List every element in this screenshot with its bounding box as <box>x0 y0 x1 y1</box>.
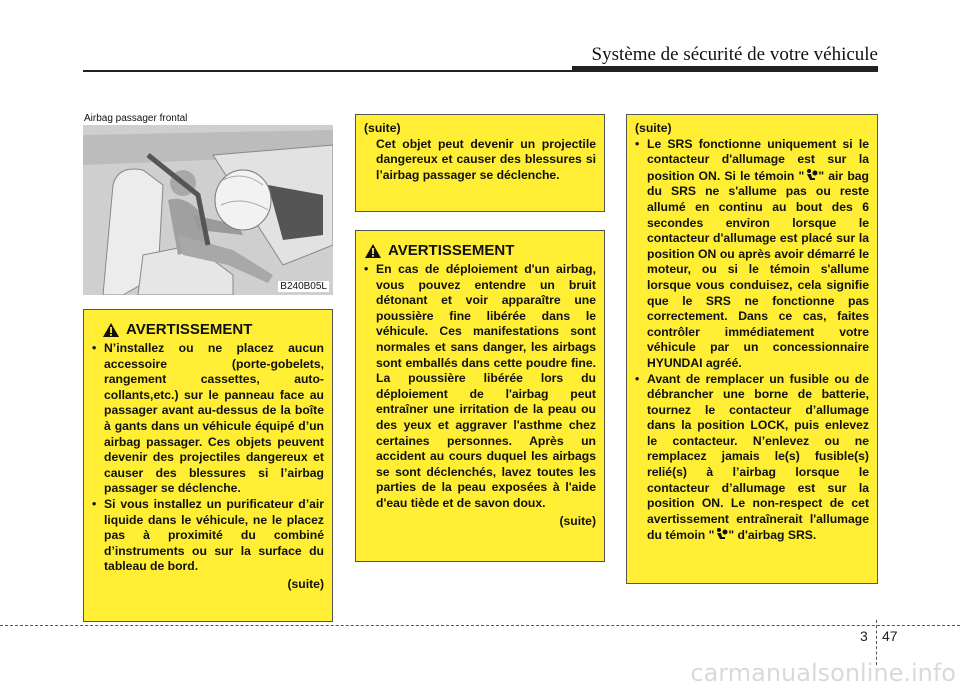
header-title: Système de sécurité de votre véhicule <box>591 44 878 65</box>
bullet1-text-a: Le SRS fonctionne uniquement si le contacteur d'allumage est sur la position ON. Si le témoin " <box>647 136 869 183</box>
figure-code: B240B05L <box>280 281 327 292</box>
continued-right-bullet-2 <box>635 372 869 545</box>
bullet2-text-b: " d'airbag SRS. <box>728 528 817 543</box>
warning-box-left <box>83 309 333 622</box>
warning-middle-suite: (suite) <box>559 513 596 528</box>
warning-left-bullet-2: • Si vous installez un purificateur d’air liquide dans le véhicule, ne le placez pas à proximité du combiné d’instruments ou sur la surface du tableau de bord. <box>92 497 324 575</box>
airbag-illustration <box>83 125 333 295</box>
warning-left-suite: (suite) <box>287 576 324 591</box>
chapter-number: 3 <box>860 628 868 644</box>
warning-heading-middle: AVERTISSEMENT <box>388 242 515 260</box>
watermark: carmanualsonline.info <box>690 659 956 687</box>
warning-middle-bullet: • En cas de déploiement d'un airbag, vous pouvez entendre un bruit détonant et voir apparaître une poussière fine libérée dans le véhicule. Ces manifestations sont normales et sans danger, les airbags sont emballés dans cette poudre fine. La poussière libérée lors du déploiement de l'airbag peut entraîner une irritation de la peau ou des yeux et aggraver l'asthme chez certaines personnes. Après un accident au cours duquel les airbags se sont déclenchés, lavez toutes les parties de la peau exposées à l'aide d'eau tiède et de savon doux. <box>364 262 596 512</box>
continued-right-bullet-1 <box>635 137 869 372</box>
warning-left-bullet-1: • N’installez ou ne placez aucun accessoire (porte-gobelets, rangement cassettes, auto-collants,etc.) sur le panneau face au passager avant au-dessus de la boîte à gants dans un véhicule équipé d’un airbag passager. Ces objets peuvent devenir des projectiles dangereux et causer des blessures si l’airbag passager se déclenche. <box>92 341 324 497</box>
continued-box-middle <box>355 114 605 212</box>
header-rule <box>83 70 878 72</box>
footer-dash-line <box>0 625 960 626</box>
warning-triangle-icon <box>102 322 120 338</box>
airbag-indicator-icon <box>714 527 728 541</box>
continued-right-label: (suite) <box>635 121 672 135</box>
warning-triangle-icon <box>364 243 382 259</box>
airbag-figure <box>83 125 333 295</box>
page-number: 47 <box>882 628 898 644</box>
continued-middle-label: (suite) <box>364 121 401 135</box>
warning-heading-left: AVERTISSEMENT <box>126 321 253 339</box>
bullet2-text-a: Avant de remplacer un fusible ou de débrancher une borne de batterie, tournez le contacteur d’allumage dans la position LOCK, puis enlevez le contacteur. N’enlevez ou ne remplacez jamais le(s) fusible(s) relié(s) à l’airbag lorsque le contacteur d’allumage est sur la position ON. Le non-respect de cet avertissement entraînerait l'allumage du témoin " <box>647 371 869 543</box>
figure-caption: Airbag passager frontal <box>84 113 188 124</box>
warning-box-middle <box>355 230 605 562</box>
continued-box-right <box>626 114 878 584</box>
airbag-indicator-icon <box>804 168 818 182</box>
continued-middle-text: Cet objet peut devenir un projectile dangereux et causer des blessures si l’airbag passager se déclenche. <box>376 136 596 182</box>
bullet1-text-b: " air bag du SRS ne s'allume pas ou reste allumé en continu au bout des 6 secondes environ lorsque le contacteur d'allumage est placé sur la position ON ou après avoir démarré le moteur, ou si le témoin s'allume lorsque vous conduisez, cela signifie que le SRS ne fonctionne pas correctement. Dans ce cas, faites contrôler immédiatement votre véhicule par un concessionnaire HYUNDAI agréé. <box>647 168 869 370</box>
